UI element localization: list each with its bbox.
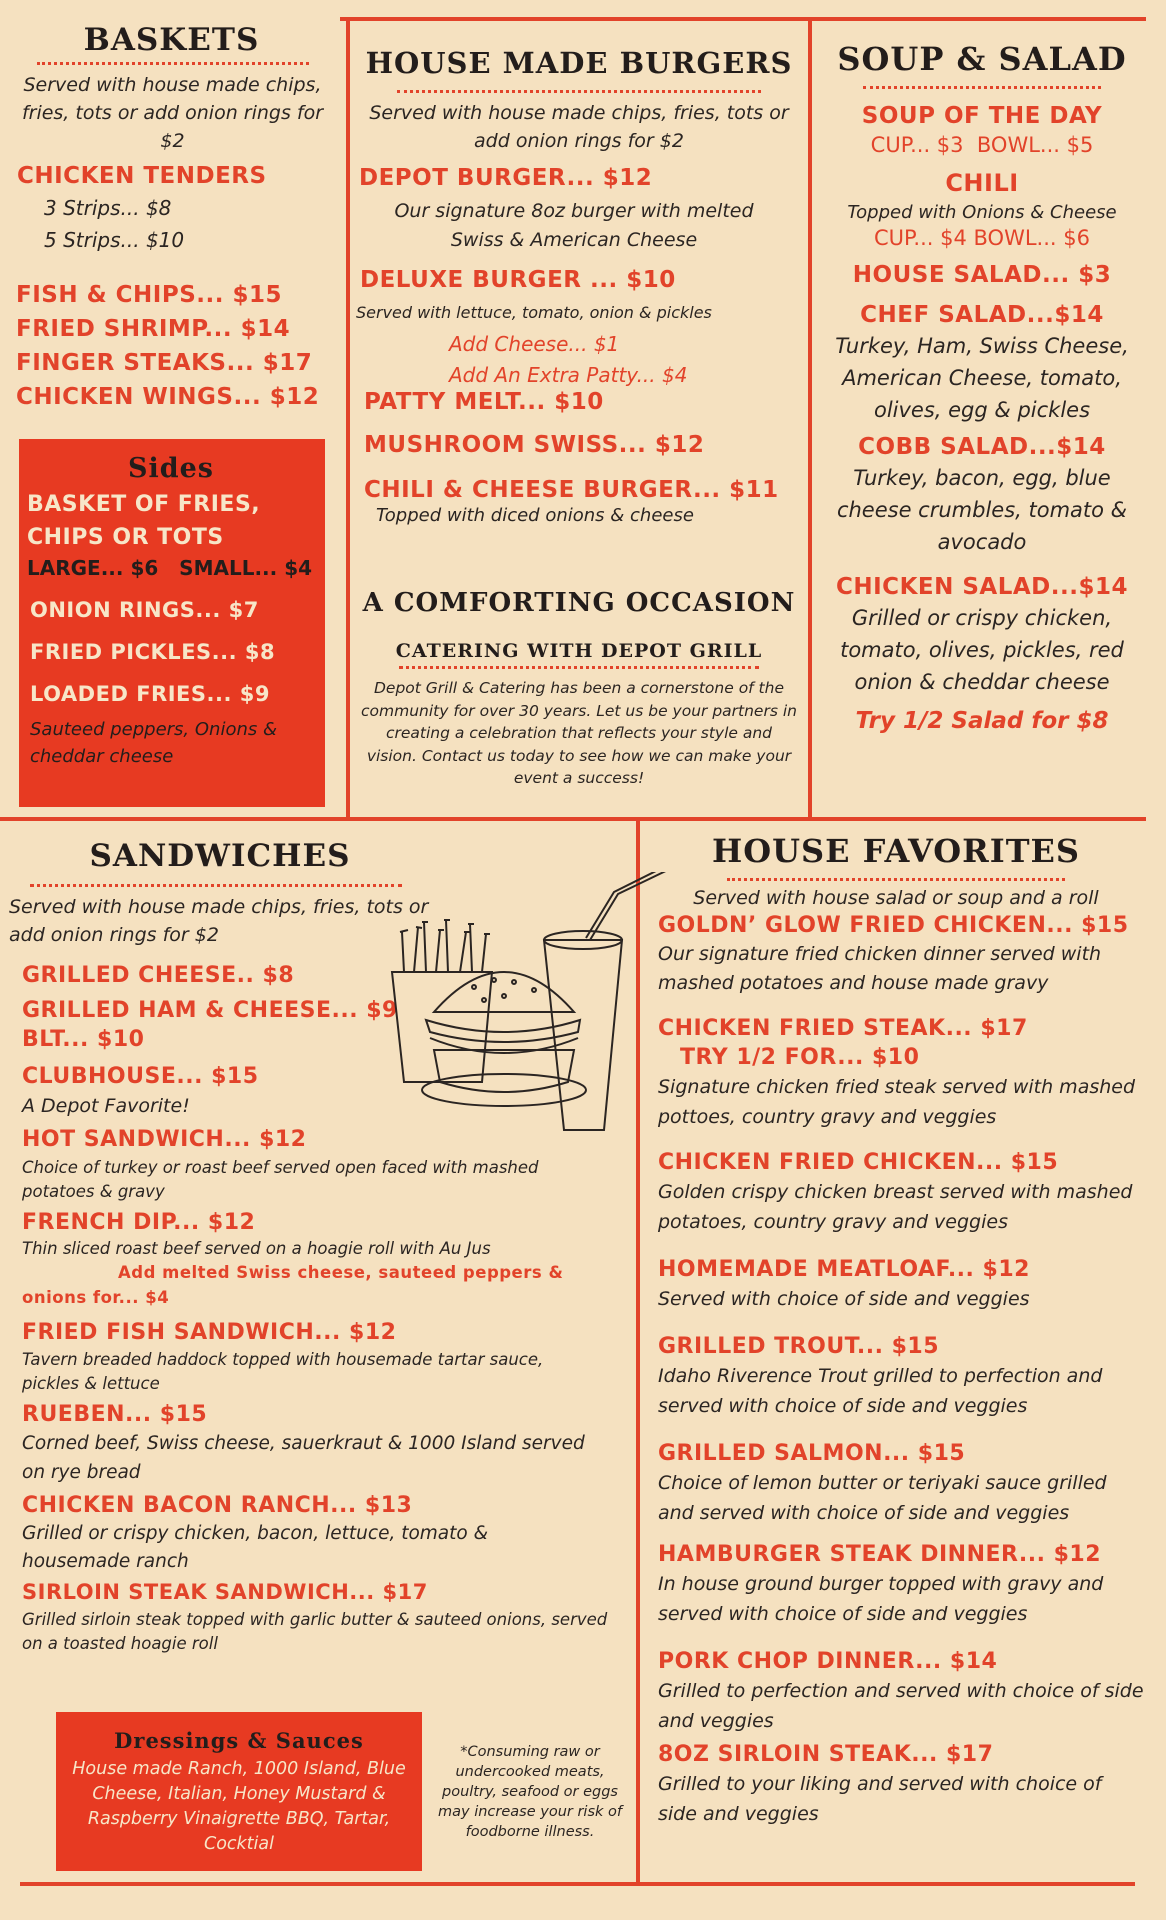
- loaded-fries-item: LOADED FRIES... $9: [30, 682, 270, 706]
- chef-salad-desc: Turkey, Ham, Swiss Cheese, American Cheese, tomato, olives, egg & pickles: [835, 334, 1129, 422]
- sandwiches-title: SANDWICHES: [89, 838, 351, 874]
- blt-item: BLT... $10: [22, 1027, 145, 1052]
- half-salad-offer: Try 1/2 Salad for $8: [855, 708, 1109, 734]
- dressings-title: Dressings & Sauces: [114, 1728, 364, 1753]
- basket-item: FINGER STEAKS... $17: [16, 350, 313, 376]
- onion-rings-item: ONION RINGS... $7: [30, 598, 259, 622]
- depot-burger-item: DEPOT BURGER... $12: [359, 165, 653, 191]
- chicken-fried-steak-item: CHICKEN FRIED STEAK... $17: [658, 1016, 1028, 1041]
- clubhouse-desc: A Depot Favorite!: [22, 1095, 190, 1117]
- hot-sandwich-desc: Choice of turkey or roast beef served open faced with mashed potatoes & gravy: [22, 1158, 539, 1201]
- depot-burger-desc: Our signature 8oz burger with melted Swiss & American Cheese: [394, 200, 754, 251]
- chicken-bacon-ranch-item: CHICKEN BACON RANCH... $13: [22, 1493, 413, 1518]
- french-dip-item: FRENCH DIP... $12: [22, 1210, 256, 1235]
- fried-fish-desc: Tavern breaded haddock topped with housemade tartar sauce, pickles & lettuce: [22, 1350, 544, 1393]
- add-cheese-option: Add Cheese... $1: [449, 332, 620, 356]
- pork-chop-item: PORK CHOP DINNER... $14: [658, 1649, 998, 1674]
- sirloin-sandwich-item: SIRLOIN STEAK SANDWICH... $17: [22, 1580, 428, 1604]
- house-salad-item: HOUSE SALAD... $3: [852, 262, 1112, 288]
- rueben-item: RUEBEN... $15: [22, 1402, 208, 1427]
- baskets-divider: [37, 62, 309, 65]
- chili-cheese-desc: Topped with diced onions & cheese: [376, 505, 694, 526]
- favorites-divider: [727, 878, 1065, 881]
- soup-prices: CUP... $3 BOWL... $5: [870, 133, 1094, 157]
- grilled-trout-item: GRILLED TROUT... $15: [658, 1334, 940, 1359]
- patty-melt-item: PATTY MELT... $10: [364, 389, 604, 415]
- hot-sandwich-item: HOT SANDWICH... $12: [22, 1127, 307, 1152]
- chili-item: CHILI: [945, 169, 1019, 197]
- catering-subtitle: CATERING WITH DEPOT GRILL: [395, 640, 763, 662]
- sirloin-sandwich-desc: Grilled sirloin steak topped with garlic butter & sauteed onions, served on a toasted hoagie roll: [22, 1610, 608, 1653]
- dressings-list: House made Ranch, 1000 Island, Blue Cheese, Italian, Honey Mustard & Raspberry Vinaigrette BBQ, Tartar, Cocktial: [72, 1759, 406, 1854]
- burger-fries-drink-icon: [374, 872, 674, 1144]
- hamburger-steak-desc: In house ground burger topped with gravy and served with choice of side and veggies: [658, 1573, 1104, 1625]
- col-divider-1: [346, 17, 350, 820]
- cobb-salad-desc: Turkey, bacon, egg, blue cheese crumbles, tomato & avocado: [836, 466, 1128, 554]
- french-dip-addon: Add melted Swiss cheese, sauteed peppers & onions for... $4: [22, 1263, 564, 1307]
- grilled-salmon-desc: Choice of lemon butter or teriyaki sauce grilled and served with choice of side and veggies: [658, 1472, 1107, 1524]
- chicken-fried-chicken-desc: Golden crispy chicken breast served with mashed potatoes, country gravy and veggies: [658, 1181, 1133, 1233]
- sirloin-steak-item: 8OZ SIRLOIN STEAK... $17: [658, 1742, 994, 1767]
- catering-text: Depot Grill & Catering has been a cornerstone of the community for over 30 years. Let us be your partners in creating a celebration that reflects your style and vision. Contact us today to see how we can make your event a success!: [361, 679, 797, 787]
- deluxe-burger-desc: Served with lettuce, tomato, onion & pickles: [356, 303, 712, 322]
- chicken-bacon-ranch-desc: Grilled or crispy chicken, bacon, lettuce, tomato & housemade ranch: [22, 1523, 489, 1572]
- catering-title: A COMFORTING OCCASION: [362, 588, 796, 618]
- catering-section: [352, 588, 806, 790]
- rueben-desc: Corned beef, Swiss cheese, sauerkraut & 1000 Island served on rye bread: [22, 1433, 585, 1483]
- soup-of-day-item: SOUP OF THE DAY: [861, 103, 1103, 129]
- grilled-trout-desc: Idaho Riverence Trout grilled to perfection and served with choice of side and veggies: [658, 1365, 1103, 1417]
- burgers-divider: [397, 90, 761, 93]
- chicken-salad-desc: Grilled or crispy chicken, tomato, olives, pickles, red onion & cheddar cheese: [840, 606, 1124, 694]
- add-patty-option: Add An Extra Patty... $4: [449, 363, 688, 387]
- chili-prices: CUP... $4 BOWL... $6: [874, 226, 1090, 250]
- chicken-tenders-item: CHICKEN TENDERS: [17, 163, 267, 189]
- fried-fish-item: FRIED FISH SANDWICH... $12: [22, 1320, 397, 1345]
- soup-salad-title: SOUP & SALAD: [837, 40, 1127, 78]
- baskets-title: BASKETS: [83, 22, 260, 58]
- top-rule: [340, 17, 1146, 21]
- baskets-item-list: [16, 278, 345, 414]
- cfs-half-option: TRY 1/2 FOR... $10: [680, 1045, 920, 1070]
- meatloaf-item: HOMEMADE MEATLOAF... $12: [658, 1257, 1030, 1282]
- dressings-box: [56, 1712, 422, 1871]
- tenders-option-3: 3 Strips... $8: [44, 196, 172, 220]
- tenders-option-5: 5 Strips... $10: [44, 228, 185, 252]
- clubhouse-item: CLUBHOUSE... $15: [22, 1064, 259, 1089]
- pork-chop-desc: Grilled to perfection and served with choice of side and veggies: [658, 1680, 1144, 1732]
- cobb-salad-item: COBB SALAD...$14: [858, 434, 1106, 460]
- bottom-rule: [20, 1882, 1135, 1886]
- raw-food-warning: *Consuming raw or undercooked meats, poultry, seafood or eggs may increase your risk of foodborne illness.: [438, 1744, 622, 1840]
- french-dip-desc: Thin sliced roast beef served on a hoagie roll with Au Jus: [22, 1239, 491, 1258]
- ham-cheese-item: GRILLED HAM & CHEESE... $9: [22, 998, 398, 1023]
- fries-sizes: LARGE... $6 SMALL... $4: [27, 556, 313, 580]
- favorites-section: [644, 832, 1148, 1829]
- mushroom-swiss-item: MUSHROOM SWISS... $12: [364, 432, 705, 458]
- chicken-salad-item: CHICKEN SALAD...$14: [836, 574, 1128, 600]
- burgers-subtitle: Served with house made chips, fries, tots or add onion rings for $2: [369, 102, 789, 152]
- chili-desc: Topped with Onions & Cheese: [847, 202, 1117, 223]
- sides-title: Sides: [127, 453, 214, 484]
- fries-basket-item: BASKET OF FRIES, CHIPS OR TOTS: [27, 492, 261, 550]
- basket-item: FISH & CHIPS... $15: [16, 282, 282, 308]
- meatloaf-desc: Served with choice of side and veggies: [658, 1288, 1030, 1310]
- basket-item: CHICKEN WINGS... $12: [16, 384, 320, 410]
- favorites-title: HOUSE FAVORITES: [711, 832, 1080, 870]
- hamburger-steak-item: HAMBURGER STEAK DINNER... $12: [658, 1542, 1102, 1567]
- middle-rule: [0, 817, 1146, 821]
- soup-salad-section: [812, 40, 1152, 734]
- burgers-title: HOUSE MADE BURGERS: [365, 46, 793, 80]
- grilled-salmon-item: GRILLED SALMON... $15: [658, 1441, 966, 1466]
- basket-item: FRIED SHRIMP... $14: [16, 316, 291, 342]
- baskets-section: [0, 22, 345, 414]
- baskets-subtitle: Served with house made chips, fries, tots or add onion rings for $2: [21, 74, 324, 152]
- goldn-glow-item: GOLDN’ GLOW FRIED CHICKEN... $15: [658, 913, 1129, 938]
- fried-pickles-item: FRIED PICKLES... $8: [30, 640, 276, 664]
- soup-salad-divider: [863, 86, 1101, 89]
- sandwiches-divider: [30, 884, 402, 887]
- grilled-cheese-item: GRILLED CHEESE.. $8: [22, 963, 295, 988]
- burgers-section: [352, 46, 806, 526]
- catering-divider: [399, 666, 759, 669]
- chicken-fried-steak-desc: Signature chicken fried steak served with mashed pottoes, country gravy and veggies: [658, 1076, 1136, 1128]
- favorites-subtitle: Served with house salad or soup and a roll: [693, 887, 1099, 909]
- chicken-fried-chicken-item: CHICKEN FRIED CHICKEN... $15: [658, 1150, 1059, 1175]
- sirloin-steak-desc: Grilled to your liking and served with choice of side and veggies: [658, 1773, 1102, 1825]
- deluxe-burger-item: DELUXE BURGER ... $10: [360, 267, 676, 293]
- favorites-list: [658, 913, 1146, 1829]
- loaded-fries-desc: Sauteed peppers, Onions & cheddar cheese: [30, 719, 277, 767]
- sandwiches-subtitle: Served with house made chips, fries, tots or add onion rings for $2: [9, 896, 429, 946]
- chef-salad-item: CHEF SALAD...$14: [860, 302, 1104, 328]
- goldn-glow-desc: Our signature fried chicken dinner served with mashed potatoes and house made gravy: [658, 943, 1102, 994]
- chili-cheese-burger-item: CHILI & CHEESE BURGER... $11: [364, 477, 779, 503]
- sides-box: [19, 439, 325, 807]
